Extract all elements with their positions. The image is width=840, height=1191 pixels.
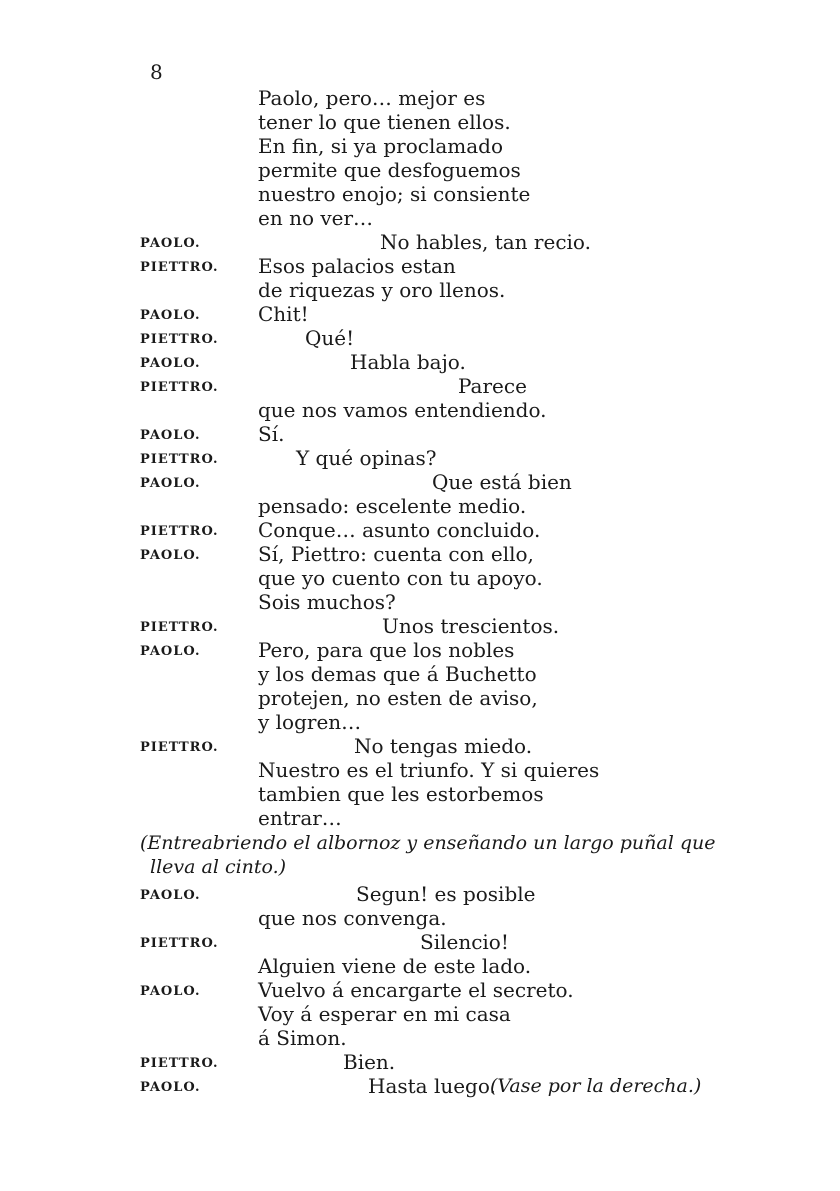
verse-line: En fin, si ya proclamado [258, 134, 504, 158]
speaker-name: PIETTRO. [140, 620, 219, 635]
verse-line: Esos palacios estan [258, 254, 456, 278]
exit-stage-direction: (Vase por la derecha.) [490, 1075, 702, 1097]
speaker-name: PIETTRO. [140, 1056, 219, 1071]
verse-line: No tengas miedo. [354, 734, 533, 758]
verse-line: Sois muchos? [258, 590, 396, 614]
verse-line: Sí. [258, 422, 285, 446]
verse-line: entrar… [258, 806, 342, 830]
speaker-name: PIETTRO. [140, 260, 219, 275]
speaker-name: PAOLO. [140, 308, 201, 323]
verse-line: á Simon. [258, 1026, 347, 1050]
verse-line: de riquezas y oro llenos. [258, 278, 506, 302]
verse-line: Segun! es posible [356, 882, 536, 906]
speaker-name: PAOLO. [140, 1080, 201, 1095]
verse-line: Habla bajo. [350, 350, 466, 374]
verse-line: permite que desfoguemos [258, 158, 521, 182]
speaker-name: PAOLO. [140, 428, 201, 443]
verse-line: Parece [458, 374, 527, 398]
speaker-name: PAOLO. [140, 888, 201, 903]
verse-line: Que está bien [432, 470, 572, 494]
verse-line: y los demas que á Buchetto [258, 662, 537, 686]
speaker-name: PIETTRO. [140, 524, 219, 539]
speaker-name: PIETTRO. [140, 740, 219, 755]
speaker-name: PAOLO. [140, 476, 201, 491]
verse-line: Vuelvo á encargarte el secreto. [258, 978, 574, 1002]
verse-line: que yo cuento con tu apoyo. [258, 566, 543, 590]
verse-line: Bien. [343, 1050, 396, 1074]
verse-line: Unos trescientos. [382, 614, 560, 638]
verse-line: Conque… asunto concluido. [258, 518, 541, 542]
speaker-name: PIETTRO. [140, 332, 219, 347]
verse-line: nuestro enojo; si consiente [258, 182, 531, 206]
verse-line: Paolo, pero… mejor es [258, 86, 486, 110]
verse-line: Nuestro es el triunfo. Y si quieres [258, 758, 600, 782]
verse-line: y logren… [258, 710, 362, 734]
speaker-name: PAOLO. [140, 236, 201, 251]
speaker-name: PIETTRO. [140, 452, 219, 467]
stage-direction: (Entreabriendo el albornoz y enseñando un largo puñal que [140, 832, 716, 854]
speaker-name: PAOLO. [140, 548, 201, 563]
verse-line: Silencio! [420, 930, 509, 954]
verse-line: en no ver… [258, 206, 374, 230]
verse-line: que nos vamos entendiendo. [258, 398, 547, 422]
speaker-name: PAOLO. [140, 356, 201, 371]
verse-line: Voy á esperar en mi casa [258, 1002, 511, 1026]
verse-line: pensado: escelente medio. [258, 494, 527, 518]
verse-line: Chit! [258, 302, 309, 326]
verse-line: Sí, Piettro: cuenta con ello, [258, 542, 534, 566]
speaker-name: PIETTRO. [140, 936, 219, 951]
stage-direction: lleva al cinto.) [150, 856, 287, 878]
speaker-name: PIETTRO. [140, 380, 219, 395]
verse-line: tener lo que tienen ellos. [258, 110, 511, 134]
verse-line: Qué! [305, 326, 355, 350]
speaker-name: PAOLO. [140, 644, 201, 659]
verse-line: tambien que les estorbemos [258, 782, 544, 806]
verse-line: Pero, para que los nobles [258, 638, 515, 662]
page-number: 8 [150, 60, 163, 84]
verse-line: No hables, tan recio. [380, 230, 591, 254]
verse-line: protejen, no esten de aviso, [258, 686, 538, 710]
speaker-name: PAOLO. [140, 984, 201, 999]
verse-line: Y qué opinas? [296, 446, 437, 470]
verse-line: Hasta luego. [368, 1074, 496, 1098]
verse-line: Alguien viene de este lado. [258, 954, 532, 978]
verse-line: que nos convenga. [258, 906, 447, 930]
